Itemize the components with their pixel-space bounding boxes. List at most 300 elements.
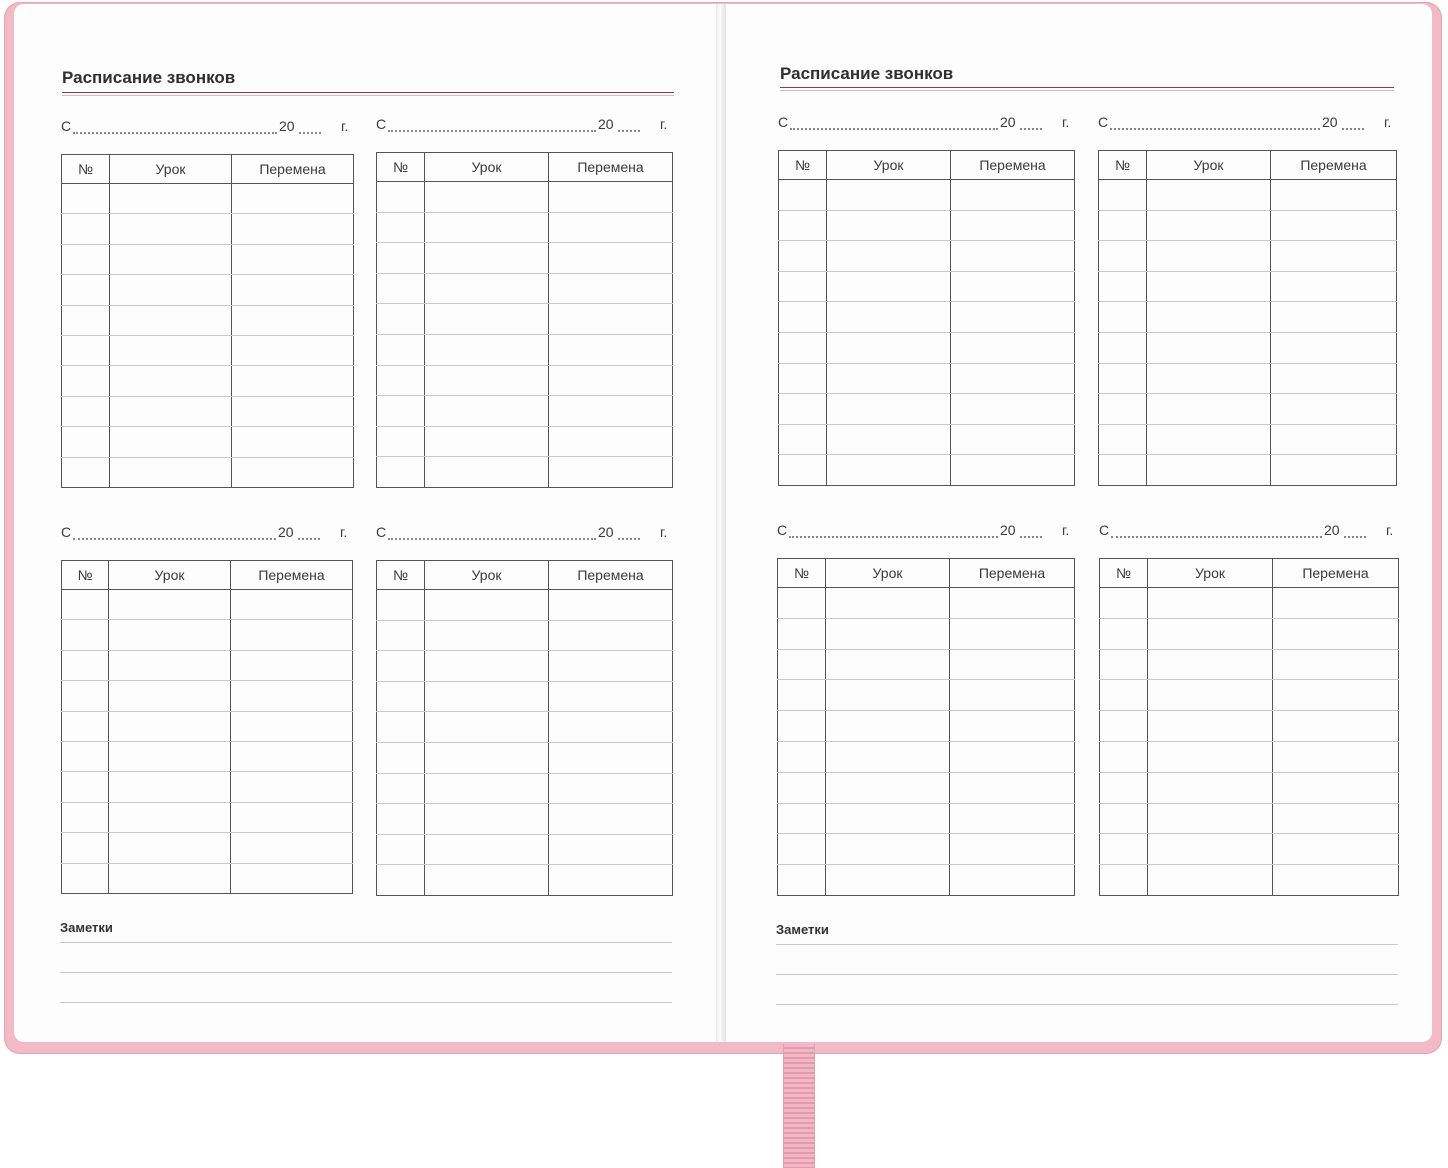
lesson-cell[interactable] [1147, 210, 1271, 241]
date-fill-dots[interactable] [388, 538, 596, 540]
break-cell[interactable] [1271, 455, 1397, 486]
table-row [1099, 394, 1397, 425]
lesson-cell[interactable] [425, 334, 549, 365]
date-range-line[interactable] [376, 116, 672, 136]
lesson-cell[interactable] [109, 833, 231, 863]
break-cell[interactable] [549, 334, 673, 365]
number-cell[interactable] [1099, 271, 1147, 302]
lesson-cell[interactable] [109, 681, 231, 711]
number-cell[interactable] [62, 275, 110, 305]
lesson-cell[interactable] [827, 210, 951, 241]
lesson-cell[interactable] [1147, 302, 1271, 333]
number-cell[interactable] [377, 273, 425, 304]
break-cell[interactable] [1273, 834, 1399, 865]
table-row [779, 302, 1075, 333]
table-row [62, 711, 353, 741]
number-cell[interactable] [62, 184, 110, 214]
number-cell[interactable] [1099, 394, 1147, 425]
break-cell[interactable] [231, 650, 353, 680]
break-cell[interactable] [232, 244, 354, 274]
number-cell[interactable] [377, 712, 425, 743]
number-cell[interactable] [377, 651, 425, 682]
number-cell[interactable] [1100, 618, 1148, 649]
lesson-cell[interactable] [109, 863, 231, 893]
lesson-cell[interactable] [827, 332, 951, 363]
break-cell[interactable] [549, 457, 673, 488]
number-cell[interactable] [377, 865, 425, 896]
number-cell[interactable] [62, 305, 110, 335]
number-cell[interactable] [779, 210, 827, 241]
number-cell[interactable] [1100, 711, 1148, 742]
year-fill-dots[interactable] [618, 538, 640, 540]
date-fill-dots[interactable] [1110, 128, 1320, 130]
lesson-cell[interactable] [425, 457, 549, 488]
number-cell[interactable] [62, 863, 109, 893]
break-cell[interactable] [951, 363, 1075, 394]
lesson-cell[interactable] [425, 865, 549, 896]
break-cell[interactable] [950, 618, 1075, 649]
break-cell[interactable] [950, 834, 1075, 865]
date-range-line[interactable] [61, 118, 353, 138]
break-cell[interactable] [1271, 424, 1397, 455]
break-cell[interactable] [231, 772, 353, 802]
lesson-cell[interactable] [109, 772, 231, 802]
number-cell[interactable] [778, 772, 826, 803]
table-row [377, 396, 673, 427]
break-cell[interactable] [951, 210, 1075, 241]
table-row [62, 396, 354, 426]
number-cell[interactable] [62, 741, 109, 771]
number-cell[interactable] [377, 334, 425, 365]
year-fill-dots[interactable] [1344, 536, 1366, 538]
lesson-cell[interactable] [109, 590, 231, 620]
number-cell[interactable] [377, 396, 425, 427]
break-cell[interactable] [549, 182, 673, 213]
lesson-cell[interactable] [425, 396, 549, 427]
year-prefix: 20 [598, 524, 614, 540]
lesson-cell[interactable] [1147, 332, 1271, 363]
notes-line[interactable] [60, 972, 672, 973]
date-fill-dots[interactable] [73, 538, 276, 540]
year-fill-dots[interactable] [298, 538, 320, 540]
break-cell[interactable] [950, 711, 1075, 742]
break-cell[interactable] [232, 427, 354, 457]
table-row [1100, 649, 1399, 680]
lesson-cell[interactable] [425, 681, 549, 712]
table-row [778, 649, 1075, 680]
break-cell[interactable] [549, 834, 673, 865]
table-row [778, 588, 1075, 619]
number-cell[interactable] [779, 455, 827, 486]
lesson-cell[interactable] [425, 712, 549, 743]
number-cell[interactable] [62, 427, 110, 457]
lesson-cell[interactable] [826, 803, 950, 834]
lesson-cell[interactable] [109, 620, 231, 650]
break-cell[interactable] [951, 302, 1075, 333]
break-cell[interactable] [232, 184, 354, 214]
number-cell[interactable] [377, 365, 425, 396]
lesson-cell[interactable] [1147, 363, 1271, 394]
number-cell[interactable] [377, 742, 425, 773]
break-cell[interactable] [549, 590, 673, 621]
break-cell[interactable] [549, 865, 673, 896]
date-fill-dots[interactable] [789, 536, 998, 538]
break-cell[interactable] [951, 424, 1075, 455]
break-cell[interactable] [549, 396, 673, 427]
lesson-cell[interactable] [110, 305, 232, 335]
number-cell[interactable] [778, 741, 826, 772]
break-cell[interactable] [549, 365, 673, 396]
lesson-cell[interactable] [827, 424, 951, 455]
break-cell[interactable] [951, 271, 1075, 302]
lesson-cell[interactable] [827, 271, 951, 302]
lesson-cell[interactable] [1148, 711, 1273, 742]
lesson-cell[interactable] [1148, 772, 1273, 803]
break-cell[interactable] [549, 243, 673, 274]
break-cell[interactable] [232, 275, 354, 305]
lesson-cell[interactable] [826, 649, 950, 680]
lesson-cell[interactable] [425, 212, 549, 243]
lesson-cell[interactable] [826, 680, 950, 711]
lesson-cell[interactable] [1148, 803, 1273, 834]
lesson-cell[interactable] [1148, 834, 1273, 865]
number-cell[interactable] [62, 833, 109, 863]
number-cell[interactable] [779, 424, 827, 455]
lesson-cell[interactable] [110, 396, 232, 426]
break-cell[interactable] [951, 332, 1075, 363]
break-cell[interactable] [549, 426, 673, 457]
break-cell[interactable] [951, 394, 1075, 425]
lesson-cell[interactable] [827, 180, 951, 211]
lesson-cell[interactable] [1148, 741, 1273, 772]
table-row [377, 773, 673, 804]
lesson-cell[interactable] [425, 304, 549, 335]
lesson-cell[interactable] [1148, 588, 1273, 619]
break-cell[interactable] [1273, 803, 1399, 834]
number-cell[interactable] [62, 681, 109, 711]
lesson-cell[interactable] [110, 184, 232, 214]
number-cell[interactable] [62, 620, 109, 650]
break-cell[interactable] [1271, 332, 1397, 363]
break-cell[interactable] [232, 396, 354, 426]
number-cell[interactable] [778, 680, 826, 711]
date-fill-dots[interactable] [1111, 536, 1322, 538]
lesson-cell[interactable] [827, 455, 951, 486]
break-cell[interactable] [549, 804, 673, 835]
number-cell[interactable] [62, 650, 109, 680]
number-cell[interactable] [1100, 588, 1148, 619]
number-cell[interactable] [1100, 680, 1148, 711]
break-cell[interactable] [950, 588, 1075, 619]
break-cell[interactable] [231, 863, 353, 893]
date-fill-dots[interactable] [388, 130, 596, 132]
lesson-cell[interactable] [1147, 455, 1271, 486]
break-cell[interactable] [232, 335, 354, 365]
number-cell[interactable] [377, 681, 425, 712]
break-cell[interactable] [950, 680, 1075, 711]
table-row [62, 802, 353, 832]
year-suffix: г. [660, 524, 668, 540]
number-cell[interactable] [1099, 241, 1147, 272]
number-cell[interactable] [1100, 772, 1148, 803]
lesson-cell[interactable] [826, 772, 950, 803]
number-cell[interactable] [779, 332, 827, 363]
lesson-cell[interactable] [110, 335, 232, 365]
table-row [377, 651, 673, 682]
table-row [1100, 834, 1399, 865]
number-cell[interactable] [779, 363, 827, 394]
number-cell[interactable] [62, 214, 110, 244]
break-cell[interactable] [1273, 588, 1399, 619]
lesson-cell[interactable] [826, 618, 950, 649]
number-cell[interactable] [377, 834, 425, 865]
number-cell[interactable] [779, 180, 827, 211]
number-cell[interactable] [62, 457, 110, 487]
lesson-cell[interactable] [827, 241, 951, 272]
number-cell[interactable] [377, 620, 425, 651]
lesson-cell[interactable] [109, 711, 231, 741]
table-row [62, 366, 354, 396]
notes-line[interactable] [776, 944, 1398, 945]
break-cell[interactable] [549, 773, 673, 804]
break-cell[interactable] [232, 214, 354, 244]
lesson-cell[interactable] [827, 302, 951, 333]
table-row [1099, 241, 1397, 272]
lesson-cell[interactable] [110, 275, 232, 305]
break-cell[interactable] [1271, 210, 1397, 241]
break-cell[interactable] [231, 802, 353, 832]
lesson-cell[interactable] [425, 804, 549, 835]
number-cell[interactable] [62, 711, 109, 741]
number-cell[interactable] [1099, 210, 1147, 241]
lesson-cell[interactable] [425, 243, 549, 274]
number-cell[interactable] [62, 772, 109, 802]
break-cell[interactable] [549, 712, 673, 743]
number-cell[interactable] [377, 773, 425, 804]
table-row [62, 244, 354, 274]
lesson-cell[interactable] [109, 802, 231, 832]
number-cell[interactable] [778, 588, 826, 619]
date-fill-dots[interactable] [790, 128, 998, 130]
col-break-header: Перемена [549, 153, 673, 182]
break-cell[interactable] [951, 455, 1075, 486]
break-cell[interactable] [1273, 865, 1399, 896]
number-cell[interactable] [778, 618, 826, 649]
number-cell[interactable] [62, 244, 110, 274]
number-cell[interactable] [62, 396, 110, 426]
col-break-header: Перемена [1273, 559, 1399, 588]
break-cell[interactable] [1271, 241, 1397, 272]
break-cell[interactable] [1273, 711, 1399, 742]
date-range-line[interactable] [376, 524, 672, 544]
lesson-cell[interactable] [110, 427, 232, 457]
lesson-cell[interactable] [425, 773, 549, 804]
lesson-cell[interactable] [826, 741, 950, 772]
date-range-line[interactable] [1099, 522, 1398, 542]
lesson-cell[interactable] [1147, 394, 1271, 425]
break-cell[interactable] [549, 742, 673, 773]
number-cell[interactable] [778, 649, 826, 680]
year-fill-dots[interactable] [299, 132, 321, 134]
number-cell[interactable] [1099, 180, 1147, 211]
col-break-header: Перемена [950, 559, 1075, 588]
break-cell[interactable] [232, 305, 354, 335]
break-cell[interactable] [1273, 741, 1399, 772]
number-cell[interactable] [1099, 332, 1147, 363]
date-range-line[interactable] [778, 114, 1074, 134]
break-cell[interactable] [951, 180, 1075, 211]
lesson-cell[interactable] [110, 214, 232, 244]
number-cell[interactable] [62, 590, 109, 620]
break-cell[interactable] [950, 865, 1075, 896]
number-cell[interactable] [377, 590, 425, 621]
number-cell[interactable] [377, 212, 425, 243]
break-cell[interactable] [950, 741, 1075, 772]
number-cell[interactable] [1099, 424, 1147, 455]
number-cell[interactable] [778, 711, 826, 742]
break-cell[interactable] [1273, 680, 1399, 711]
table-row [1099, 363, 1397, 394]
lesson-cell[interactable] [425, 620, 549, 651]
lesson-cell[interactable] [110, 457, 232, 487]
break-cell[interactable] [231, 620, 353, 650]
break-cell[interactable] [549, 212, 673, 243]
lesson-cell[interactable] [109, 741, 231, 771]
lesson-cell[interactable] [425, 365, 549, 396]
lesson-cell[interactable] [425, 273, 549, 304]
lesson-cell[interactable] [826, 834, 950, 865]
break-cell[interactable] [232, 366, 354, 396]
number-cell[interactable] [779, 241, 827, 272]
break-cell[interactable] [1273, 649, 1399, 680]
table-row [1099, 180, 1397, 211]
number-cell[interactable] [377, 804, 425, 835]
break-cell[interactable] [950, 772, 1075, 803]
break-cell[interactable] [231, 711, 353, 741]
lesson-cell[interactable] [1147, 271, 1271, 302]
lesson-cell[interactable] [1147, 180, 1271, 211]
number-cell[interactable] [62, 366, 110, 396]
date-from-label: С [376, 116, 387, 132]
number-cell[interactable] [377, 426, 425, 457]
lesson-cell[interactable] [827, 363, 951, 394]
col-break-header: Перемена [1271, 151, 1397, 180]
bookmark-ribbon[interactable] [783, 1044, 815, 1168]
number-cell[interactable] [779, 302, 827, 333]
number-cell[interactable] [377, 182, 425, 213]
lesson-cell[interactable] [826, 865, 950, 896]
number-cell[interactable] [377, 304, 425, 335]
lesson-cell[interactable] [425, 426, 549, 457]
break-cell[interactable] [549, 651, 673, 682]
number-cell[interactable] [778, 803, 826, 834]
lesson-cell[interactable] [826, 711, 950, 742]
notes-line[interactable] [776, 1004, 1398, 1005]
lesson-cell[interactable] [1148, 618, 1273, 649]
break-cell[interactable] [951, 241, 1075, 272]
col-lesson-header: Урок [1148, 559, 1273, 588]
number-cell[interactable] [779, 394, 827, 425]
lesson-cell[interactable] [1148, 865, 1273, 896]
lesson-cell[interactable] [1147, 424, 1271, 455]
number-cell[interactable] [1100, 649, 1148, 680]
break-cell[interactable] [1271, 180, 1397, 211]
lesson-cell[interactable] [1148, 649, 1273, 680]
number-cell[interactable] [778, 834, 826, 865]
year-fill-dots[interactable] [1020, 128, 1042, 130]
break-cell[interactable] [1271, 394, 1397, 425]
break-cell[interactable] [231, 833, 353, 863]
break-cell[interactable] [231, 681, 353, 711]
break-cell[interactable] [232, 457, 354, 487]
notes-label: Заметки [776, 922, 829, 937]
notes-line[interactable] [776, 974, 1398, 975]
number-cell[interactable] [1099, 302, 1147, 333]
break-cell[interactable] [549, 620, 673, 651]
break-cell[interactable] [549, 304, 673, 335]
number-cell[interactable] [62, 802, 109, 832]
notes-line[interactable] [60, 1002, 672, 1003]
lesson-cell[interactable] [110, 244, 232, 274]
date-range-line[interactable] [61, 524, 352, 544]
break-cell[interactable] [1271, 363, 1397, 394]
year-fill-dots[interactable] [618, 130, 640, 132]
date-range-line[interactable] [777, 522, 1074, 542]
break-cell[interactable] [231, 590, 353, 620]
number-cell[interactable] [778, 865, 826, 896]
lesson-cell[interactable] [109, 650, 231, 680]
lesson-cell[interactable] [826, 588, 950, 619]
date-fill-dots[interactable] [73, 132, 277, 134]
lesson-cell[interactable] [110, 366, 232, 396]
number-cell[interactable] [377, 243, 425, 274]
date-range-line[interactable] [1098, 114, 1396, 134]
table-row [1100, 741, 1399, 772]
number-cell[interactable] [1099, 455, 1147, 486]
break-cell[interactable] [1273, 772, 1399, 803]
year-fill-dots[interactable] [1020, 536, 1042, 538]
table-row [779, 180, 1075, 211]
number-cell[interactable] [779, 271, 827, 302]
lesson-cell[interactable] [425, 834, 549, 865]
break-cell[interactable] [549, 273, 673, 304]
break-cell[interactable] [549, 681, 673, 712]
break-cell[interactable] [950, 803, 1075, 834]
number-cell[interactable] [1100, 865, 1148, 896]
number-cell[interactable] [1099, 363, 1147, 394]
number-cell[interactable] [1100, 803, 1148, 834]
break-cell[interactable] [1271, 302, 1397, 333]
notes-line[interactable] [60, 942, 672, 943]
lesson-cell[interactable] [827, 394, 951, 425]
number-cell[interactable] [377, 457, 425, 488]
break-cell[interactable] [950, 649, 1075, 680]
lesson-cell[interactable] [425, 742, 549, 773]
break-cell[interactable] [1271, 271, 1397, 302]
lesson-cell[interactable] [1147, 241, 1271, 272]
number-cell[interactable] [1100, 834, 1148, 865]
number-cell[interactable] [62, 335, 110, 365]
lesson-cell[interactable] [425, 182, 549, 213]
year-fill-dots[interactable] [1342, 128, 1364, 130]
table-row [62, 741, 353, 771]
lesson-cell[interactable] [425, 651, 549, 682]
lesson-cell[interactable] [425, 590, 549, 621]
break-cell[interactable] [231, 741, 353, 771]
number-cell[interactable] [1100, 741, 1148, 772]
break-cell[interactable] [1273, 618, 1399, 649]
lesson-cell[interactable] [1148, 680, 1273, 711]
